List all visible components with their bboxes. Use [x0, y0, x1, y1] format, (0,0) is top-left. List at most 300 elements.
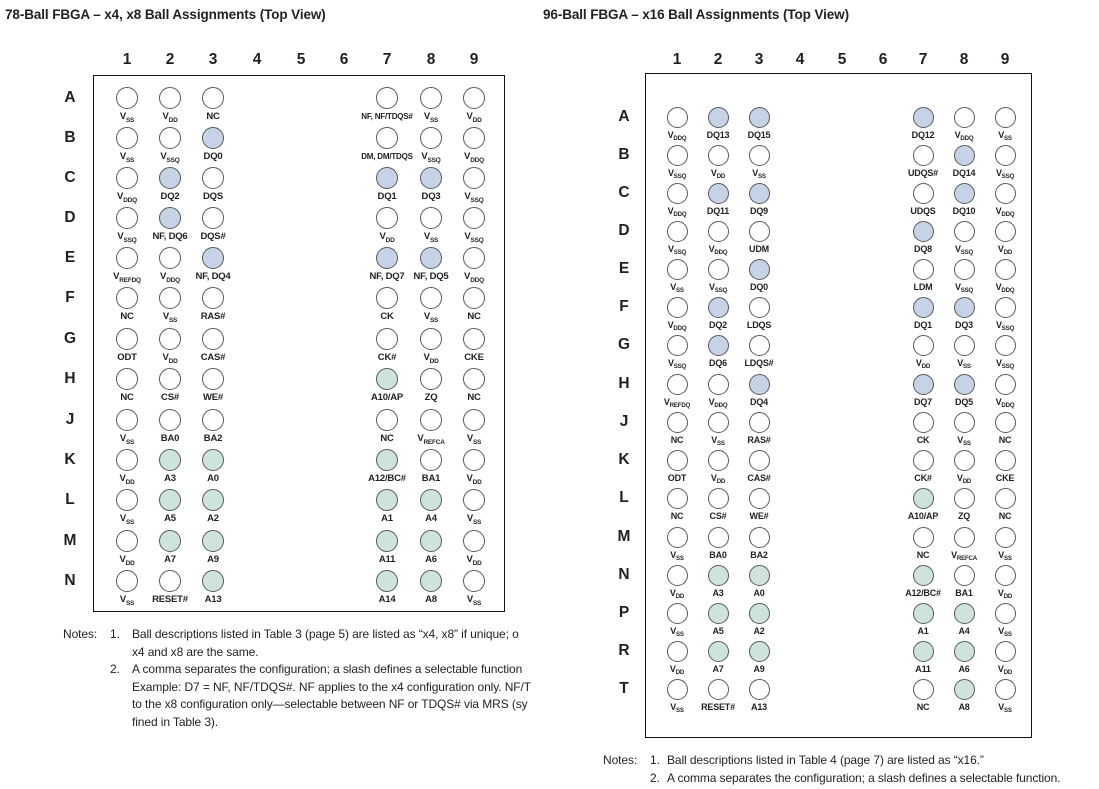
ball-label-main: V [119, 111, 126, 122]
ball-label-R9 [960, 664, 1050, 676]
ball-label-J2: BA0 [160, 433, 180, 444]
ball-label-subscript: DDQ [673, 325, 687, 332]
ball-K8 [954, 450, 975, 471]
ball-label-main: V [954, 243, 961, 254]
ball-label-D9 [960, 244, 1050, 256]
note-line: A comma separates the configuration; a slash defines a selectable function [132, 662, 523, 676]
ball-M3 [749, 527, 770, 548]
ball-label-subscript: SS [963, 440, 971, 447]
ball-label-subscript: SS [1004, 707, 1012, 714]
ball-M7 [913, 527, 934, 548]
row-letter-B: B [618, 146, 630, 163]
ball-label-subscript: SSQ [1001, 173, 1015, 180]
ball-M2 [708, 527, 729, 548]
ball-label-subscript: DDQ [470, 276, 484, 284]
ball-label-subscript: SS [1004, 631, 1012, 638]
notes-label: Notes: [63, 627, 98, 641]
ball-label-C3: DQS [203, 191, 223, 202]
ball-label-L7: A1 [381, 513, 393, 524]
ball-label-main: V [466, 554, 473, 565]
row-letter-A: A [618, 108, 630, 125]
ball-label-subscript: SS [472, 438, 482, 446]
ball-label-subscript: DDQ [166, 276, 180, 284]
ball-label-C9 [960, 206, 1050, 218]
ball-label-main: V [466, 594, 473, 605]
ball-label-subscript: SSQ [470, 196, 484, 204]
ball-label-main: V [670, 549, 677, 560]
ball-label-A9 [960, 130, 1050, 142]
ball-label-subscript: SSQ [470, 236, 484, 244]
ball-label-main: V [670, 701, 677, 712]
row-letter-G: G [617, 336, 631, 353]
ball-label-main: V [956, 472, 963, 483]
ball-T1 [667, 679, 688, 700]
ball-label-subscript: DD [429, 357, 439, 365]
ball-label-subscript: SS [125, 599, 135, 607]
ball-label-subscript: SS [429, 236, 439, 244]
row-letter-T: T [619, 680, 629, 697]
ball-label-subscript: DD [472, 116, 482, 124]
ball-G3 [749, 335, 770, 356]
ball-label-P2: A5 [712, 625, 724, 636]
ball-H9 [995, 374, 1016, 395]
ball-label-main: V [466, 473, 473, 484]
ball-label-D7: DQ8 [914, 243, 932, 254]
ball-label-main: V [995, 319, 1002, 330]
ball-label-L7: A10/AP [907, 510, 939, 521]
note-item-1 [650, 752, 1060, 770]
ball-label-F1: NC [120, 311, 134, 322]
ball-label-J3: BA2 [203, 433, 223, 444]
ball-label-K7: CK# [914, 472, 932, 483]
ball-label-M7: NC [916, 549, 930, 560]
ball-label-main: V [710, 472, 717, 483]
ball-label-L2: CS# [709, 510, 727, 521]
ball-label-main: V [117, 231, 124, 242]
ball-label-subscript: SS [758, 173, 766, 180]
note-line: to the x8 configuration only—selectable between NF or TDQS# via MRS (sy [132, 697, 528, 711]
column-header-7: 7 [382, 51, 392, 68]
ball-label-subscript: DDQ [714, 402, 728, 409]
ball-label-subscript: DD [921, 363, 931, 370]
column-header-2: 2 [165, 51, 175, 68]
note-item-number: 2. [650, 770, 660, 785]
ball-label-N3: A13 [204, 594, 222, 605]
title-fbga78: 78-Ball FBGA – x4, x8 Ball Assignments (Top View) [5, 7, 326, 22]
ball-P1 [667, 603, 688, 624]
ball-L2 [708, 488, 729, 509]
ball-P9 [995, 603, 1016, 624]
ball-label-subscript: DD [1003, 593, 1013, 600]
ball-label-R7: A11 [915, 663, 931, 674]
column-header-5: 5 [296, 51, 306, 68]
row-letter-R: R [618, 642, 630, 659]
ball-label-main: V [997, 663, 1004, 674]
row-letter-H: H [64, 370, 76, 387]
ball-E9 [995, 259, 1016, 280]
note-line: Ball descriptions listed in Table 3 (page 5) are listed as “x4, x8” if unique; o [132, 627, 519, 641]
ball-label-N9 [960, 588, 1050, 600]
ball-label-subscript: SS [472, 518, 482, 526]
ball-label-subscript: DD [168, 116, 178, 124]
ball-label-main: V [670, 281, 677, 292]
ball-label-main: V [710, 167, 717, 178]
ball-F2 [708, 297, 729, 318]
ball-label-main: V [669, 587, 676, 598]
ball-label-subscript: SSQ [427, 156, 441, 164]
ball-H7 [913, 374, 934, 395]
ball-N9 [995, 565, 1016, 586]
ball-K1 [667, 450, 688, 471]
ball-label-subscript: SSQ [123, 236, 137, 244]
ball-label-F9 [960, 320, 1050, 332]
ball-label-H9 [960, 397, 1050, 409]
ball-F7 [913, 297, 934, 318]
ball-N2 [708, 565, 729, 586]
ball-label-M2: BA0 [709, 549, 727, 560]
column-header-6: 6 [339, 51, 349, 68]
ball-label-subscript: DD [168, 357, 178, 365]
ball-label-subscript: DDQ [714, 249, 728, 256]
ball-label-L2: A5 [164, 513, 176, 524]
ball-label-L3: A2 [207, 513, 219, 524]
row-letter-H: H [618, 375, 630, 392]
ball-label-main: V [998, 549, 1005, 560]
ball-L7 [913, 488, 934, 509]
ball-label-main: V [160, 151, 167, 162]
row-letter-K: K [64, 451, 76, 468]
ball-label-H7: A10/AP [370, 392, 404, 403]
ball-label-subscript: DDQ [1001, 287, 1015, 294]
ball-label-subscript: SSQ [714, 287, 728, 294]
ball-label-G3: CAS# [200, 352, 226, 363]
ball-K2 [708, 450, 729, 471]
ball-label-main: V [667, 129, 674, 140]
column-header-3: 3 [754, 51, 764, 68]
column-header-2: 2 [713, 51, 723, 68]
ball-label-H8: DQ5 [955, 396, 973, 407]
ball-N3 [749, 565, 770, 586]
ball-label-main: V [995, 357, 1002, 368]
ball-label-main: V [379, 231, 386, 242]
ball-label-G1: ODT [117, 352, 137, 363]
column-header-9: 9 [1000, 51, 1010, 68]
ball-label-P3: A2 [753, 625, 765, 636]
ball-label-H9: NC [467, 392, 481, 403]
ball-E1 [667, 259, 688, 280]
ball-A8 [954, 107, 975, 128]
ball-N7 [913, 565, 934, 586]
ball-label-subscript: DD [716, 478, 726, 485]
ball-label-main: V [423, 231, 430, 242]
ball-label-C8: DQ3 [421, 191, 441, 202]
ball-label-main: V [995, 396, 1002, 407]
ball-label-main: V [119, 151, 126, 162]
ball-J7 [913, 412, 934, 433]
ball-label-F3: LDQS [746, 319, 772, 330]
ball-label-M8: A6 [425, 554, 437, 565]
row-letter-L: L [65, 491, 75, 508]
row-letter-J: J [65, 411, 75, 428]
ball-label-subscript: DD [1003, 669, 1013, 676]
ball-label-F8: DQ3 [955, 319, 973, 330]
ball-label-main: V [711, 434, 718, 445]
ball-H3 [749, 374, 770, 395]
ball-label-B9 [960, 168, 1050, 180]
ball-label-subscript: DD [716, 173, 726, 180]
ball-label-main: V [119, 554, 126, 565]
ball-label-D3: DQS# [200, 231, 226, 242]
notes-items [650, 752, 1060, 787]
ball-label-E8: NF, DQ5 [413, 271, 449, 282]
ball-label-main: V [423, 352, 430, 363]
ball-label-main: V [667, 319, 674, 330]
ball-label-main: V [667, 243, 674, 254]
ball-A1 [667, 107, 688, 128]
ball-label-subscript: DDQ [1001, 402, 1015, 409]
ball-label-main: V [752, 167, 759, 178]
row-letter-M: M [617, 528, 631, 545]
ball-T3 [749, 679, 770, 700]
ball-B7 [913, 145, 934, 166]
note-line: Example: D7 = NF, NF/TDQS#. NF applies to the x4 configuration only. NF/T [132, 679, 531, 694]
ball-N1 [667, 565, 688, 586]
row-letter-N: N [618, 566, 630, 583]
ball-label-main: V [667, 167, 674, 178]
ball-label-subscript: DDQ [123, 196, 137, 204]
ball-T7 [913, 679, 934, 700]
ball-label-L3: WE# [749, 510, 769, 521]
column-header-9: 9 [469, 51, 479, 68]
ball-label-main: V [162, 111, 169, 122]
ball-label-A3: NC [206, 111, 220, 122]
ball-label-C2: DQ11 [706, 205, 730, 216]
ball-R8 [954, 641, 975, 662]
ball-L8 [954, 488, 975, 509]
ball-label-main: V [119, 513, 126, 524]
ball-label-main: V [466, 433, 473, 444]
ball-label-subscript: SS [429, 316, 439, 324]
row-letter-E: E [64, 249, 76, 266]
ball-label-K1: ODT [667, 472, 687, 483]
row-letter-M: M [63, 532, 77, 549]
note-line: x4 and x8 are the same. [132, 644, 259, 659]
row-letter-C: C [618, 184, 630, 201]
note-item-lines [667, 752, 984, 770]
ball-label-subscript: REFCA [423, 438, 445, 446]
ball-C8 [954, 183, 975, 204]
ball-label-F9: NC [467, 311, 481, 322]
ball-E8 [954, 259, 975, 280]
ball-label-N8: A8 [425, 594, 437, 605]
ball-B1 [667, 145, 688, 166]
ball-label-L8: A4 [425, 513, 437, 524]
ball-G1 [667, 335, 688, 356]
ball-label-H7: DQ7 [914, 396, 932, 407]
ball-label-K9: CKE [995, 472, 1015, 483]
ball-F3 [749, 297, 770, 318]
column-header-7: 7 [918, 51, 928, 68]
ball-H1 [667, 374, 688, 395]
ball-label-subscript: SS [125, 438, 135, 446]
ball-label-subscript: SSQ [1001, 325, 1015, 332]
ball-M1 [667, 527, 688, 548]
ball-label-N2: RESET# [152, 594, 188, 605]
ball-label-main: V [423, 111, 430, 122]
ball-label-J1: NC [670, 434, 684, 445]
ball-label-subscript: SS [1004, 555, 1012, 562]
ball-L1 [667, 488, 688, 509]
ball-label-A7: NF, NF/TDQS# [361, 112, 413, 121]
ball-B2 [708, 145, 729, 166]
ball-J9 [995, 412, 1016, 433]
ball-label-C7: DQ1 [377, 191, 397, 202]
ball-label-subscript: SS [676, 555, 684, 562]
ball-label-J7: CK [916, 434, 930, 445]
ball-J3 [749, 412, 770, 433]
ball-label-E7: NF, DQ7 [369, 271, 405, 282]
ball-label-main: V [423, 311, 430, 322]
ball-P2 [708, 603, 729, 624]
ball-label-subscript: REFDQ [119, 276, 141, 284]
ball-label-main: V [464, 271, 471, 282]
note-item-number: 1. [110, 627, 120, 641]
ball-label-subscript: SS [472, 599, 482, 607]
ball-label-main: V [119, 594, 126, 605]
column-header-1: 1 [122, 51, 132, 68]
ball-label-subscript: DD [125, 559, 135, 567]
ball-label-K2: A3 [164, 473, 176, 484]
ball-label-J9: NC [998, 434, 1012, 445]
ball-T8 [954, 679, 975, 700]
ball-label-K8: BA1 [421, 473, 441, 484]
ball-label-main: V [998, 701, 1005, 712]
ball-J1 [667, 412, 688, 433]
ball-label-subscript: SSQ [960, 249, 974, 256]
ball-label-T3: A13 [751, 701, 767, 712]
row-letter-G: G [63, 330, 77, 347]
ball-label-subscript: DD [125, 478, 135, 486]
note-line: Ball descriptions listed in Table 4 (page 7) are listed as “x16.” [667, 753, 984, 767]
ball-label-main: V [667, 205, 674, 216]
column-header-3: 3 [208, 51, 218, 68]
ball-label-subscript: DDQ [1001, 211, 1015, 218]
ball-label-subscript: SS [676, 707, 684, 714]
ball-label-main: V [464, 231, 471, 242]
ball-R9 [995, 641, 1016, 662]
ball-K3 [749, 450, 770, 471]
ball-label-subscript: SS [125, 116, 135, 124]
ball-label-A7: DQ12 [911, 129, 935, 140]
row-letter-J: J [619, 413, 629, 430]
row-letter-P: P [618, 604, 630, 621]
ball-label-main: V [997, 243, 1004, 254]
ball-label-H8: ZQ [424, 392, 438, 403]
ball-label-main: V [708, 396, 715, 407]
ball-C7 [913, 183, 934, 204]
ball-C1 [667, 183, 688, 204]
ball-label-B8: DQ14 [952, 167, 976, 178]
ball-label-main: V [998, 625, 1005, 636]
ball-label-main: V [162, 352, 169, 363]
ball-label-subscript: DD [675, 593, 685, 600]
ball-label-R8: A6 [958, 663, 970, 674]
ball-E3 [749, 259, 770, 280]
ball-label-F3: RAS# [200, 311, 226, 322]
ball-label-main: V [464, 151, 471, 162]
ball-label-subscript: REFDQ [669, 402, 691, 409]
ball-label-R2: A7 [712, 663, 724, 674]
ball-K9 [995, 450, 1016, 471]
ball-label-M3: BA2 [750, 549, 768, 560]
row-letter-B: B [64, 129, 76, 146]
ball-label-A2: DQ13 [706, 129, 730, 140]
ball-label-G9 [960, 358, 1050, 370]
row-letter-L: L [619, 489, 629, 506]
ball-F1 [667, 297, 688, 318]
ball-label-subscript: DD [962, 478, 972, 485]
ball-label-E7: LDM [913, 281, 933, 292]
ball-G9 [995, 335, 1016, 356]
ball-label-main: V [995, 167, 1002, 178]
column-header-6: 6 [878, 51, 888, 68]
ball-label-E9 [960, 282, 1050, 294]
ball-C3 [749, 183, 770, 204]
ball-label-L1: NC [670, 510, 684, 521]
ball-label-K3: CAS# [747, 472, 771, 483]
ball-label-subscript: DD [472, 478, 482, 486]
ball-label-subscript: SS [1004, 135, 1012, 142]
ball-A9 [995, 107, 1016, 128]
ball-D1 [667, 221, 688, 242]
ball-M9 [995, 527, 1016, 548]
ball-label-subscript: SS [963, 363, 971, 370]
ball-label-main: V [464, 191, 471, 202]
ball-label-B3: DQ0 [203, 151, 223, 162]
ball-label-subscript: SS [125, 518, 135, 526]
ball-T2 [708, 679, 729, 700]
column-header-4: 4 [795, 51, 805, 68]
ball-label-main: V [162, 311, 169, 322]
ball-label-main: V [957, 434, 964, 445]
ball-L9 [995, 488, 1016, 509]
ball-label-subscript: DDQ [470, 156, 484, 164]
ball-P7 [913, 603, 934, 624]
ball-label-N7: A12/BC# [905, 587, 941, 598]
ball-label-subscript: DDQ [960, 135, 974, 142]
ball-J8 [954, 412, 975, 433]
ball-label-B7: DM, DM/TDQS [361, 152, 413, 161]
ball-label-subscript: SSQ [1001, 363, 1015, 370]
note-line: A comma separates the configuration; a slash defines a selectable function. [667, 770, 1061, 785]
note-item-number: 1. [650, 753, 660, 767]
ball-N8 [954, 565, 975, 586]
ball-F9 [995, 297, 1016, 318]
ball-label-subscript: DDQ [673, 211, 687, 218]
ball-label-subscript: SSQ [166, 156, 180, 164]
title-fbga96: 96-Ball FBGA – x16 Ball Assignments (Top View) [543, 7, 849, 22]
ball-label-subscript: REFCA [956, 555, 977, 562]
ball-R3 [749, 641, 770, 662]
ball-G7 [913, 335, 934, 356]
ball-label-C3: DQ9 [750, 205, 768, 216]
ball-label-main: V [466, 111, 473, 122]
ball-label-main: V [995, 281, 1002, 292]
note-item-lines [667, 770, 1060, 788]
note-line: fined in Table 3). [132, 714, 219, 729]
row-letter-D: D [64, 209, 76, 226]
ball-label-C7: UDQS [910, 205, 936, 216]
